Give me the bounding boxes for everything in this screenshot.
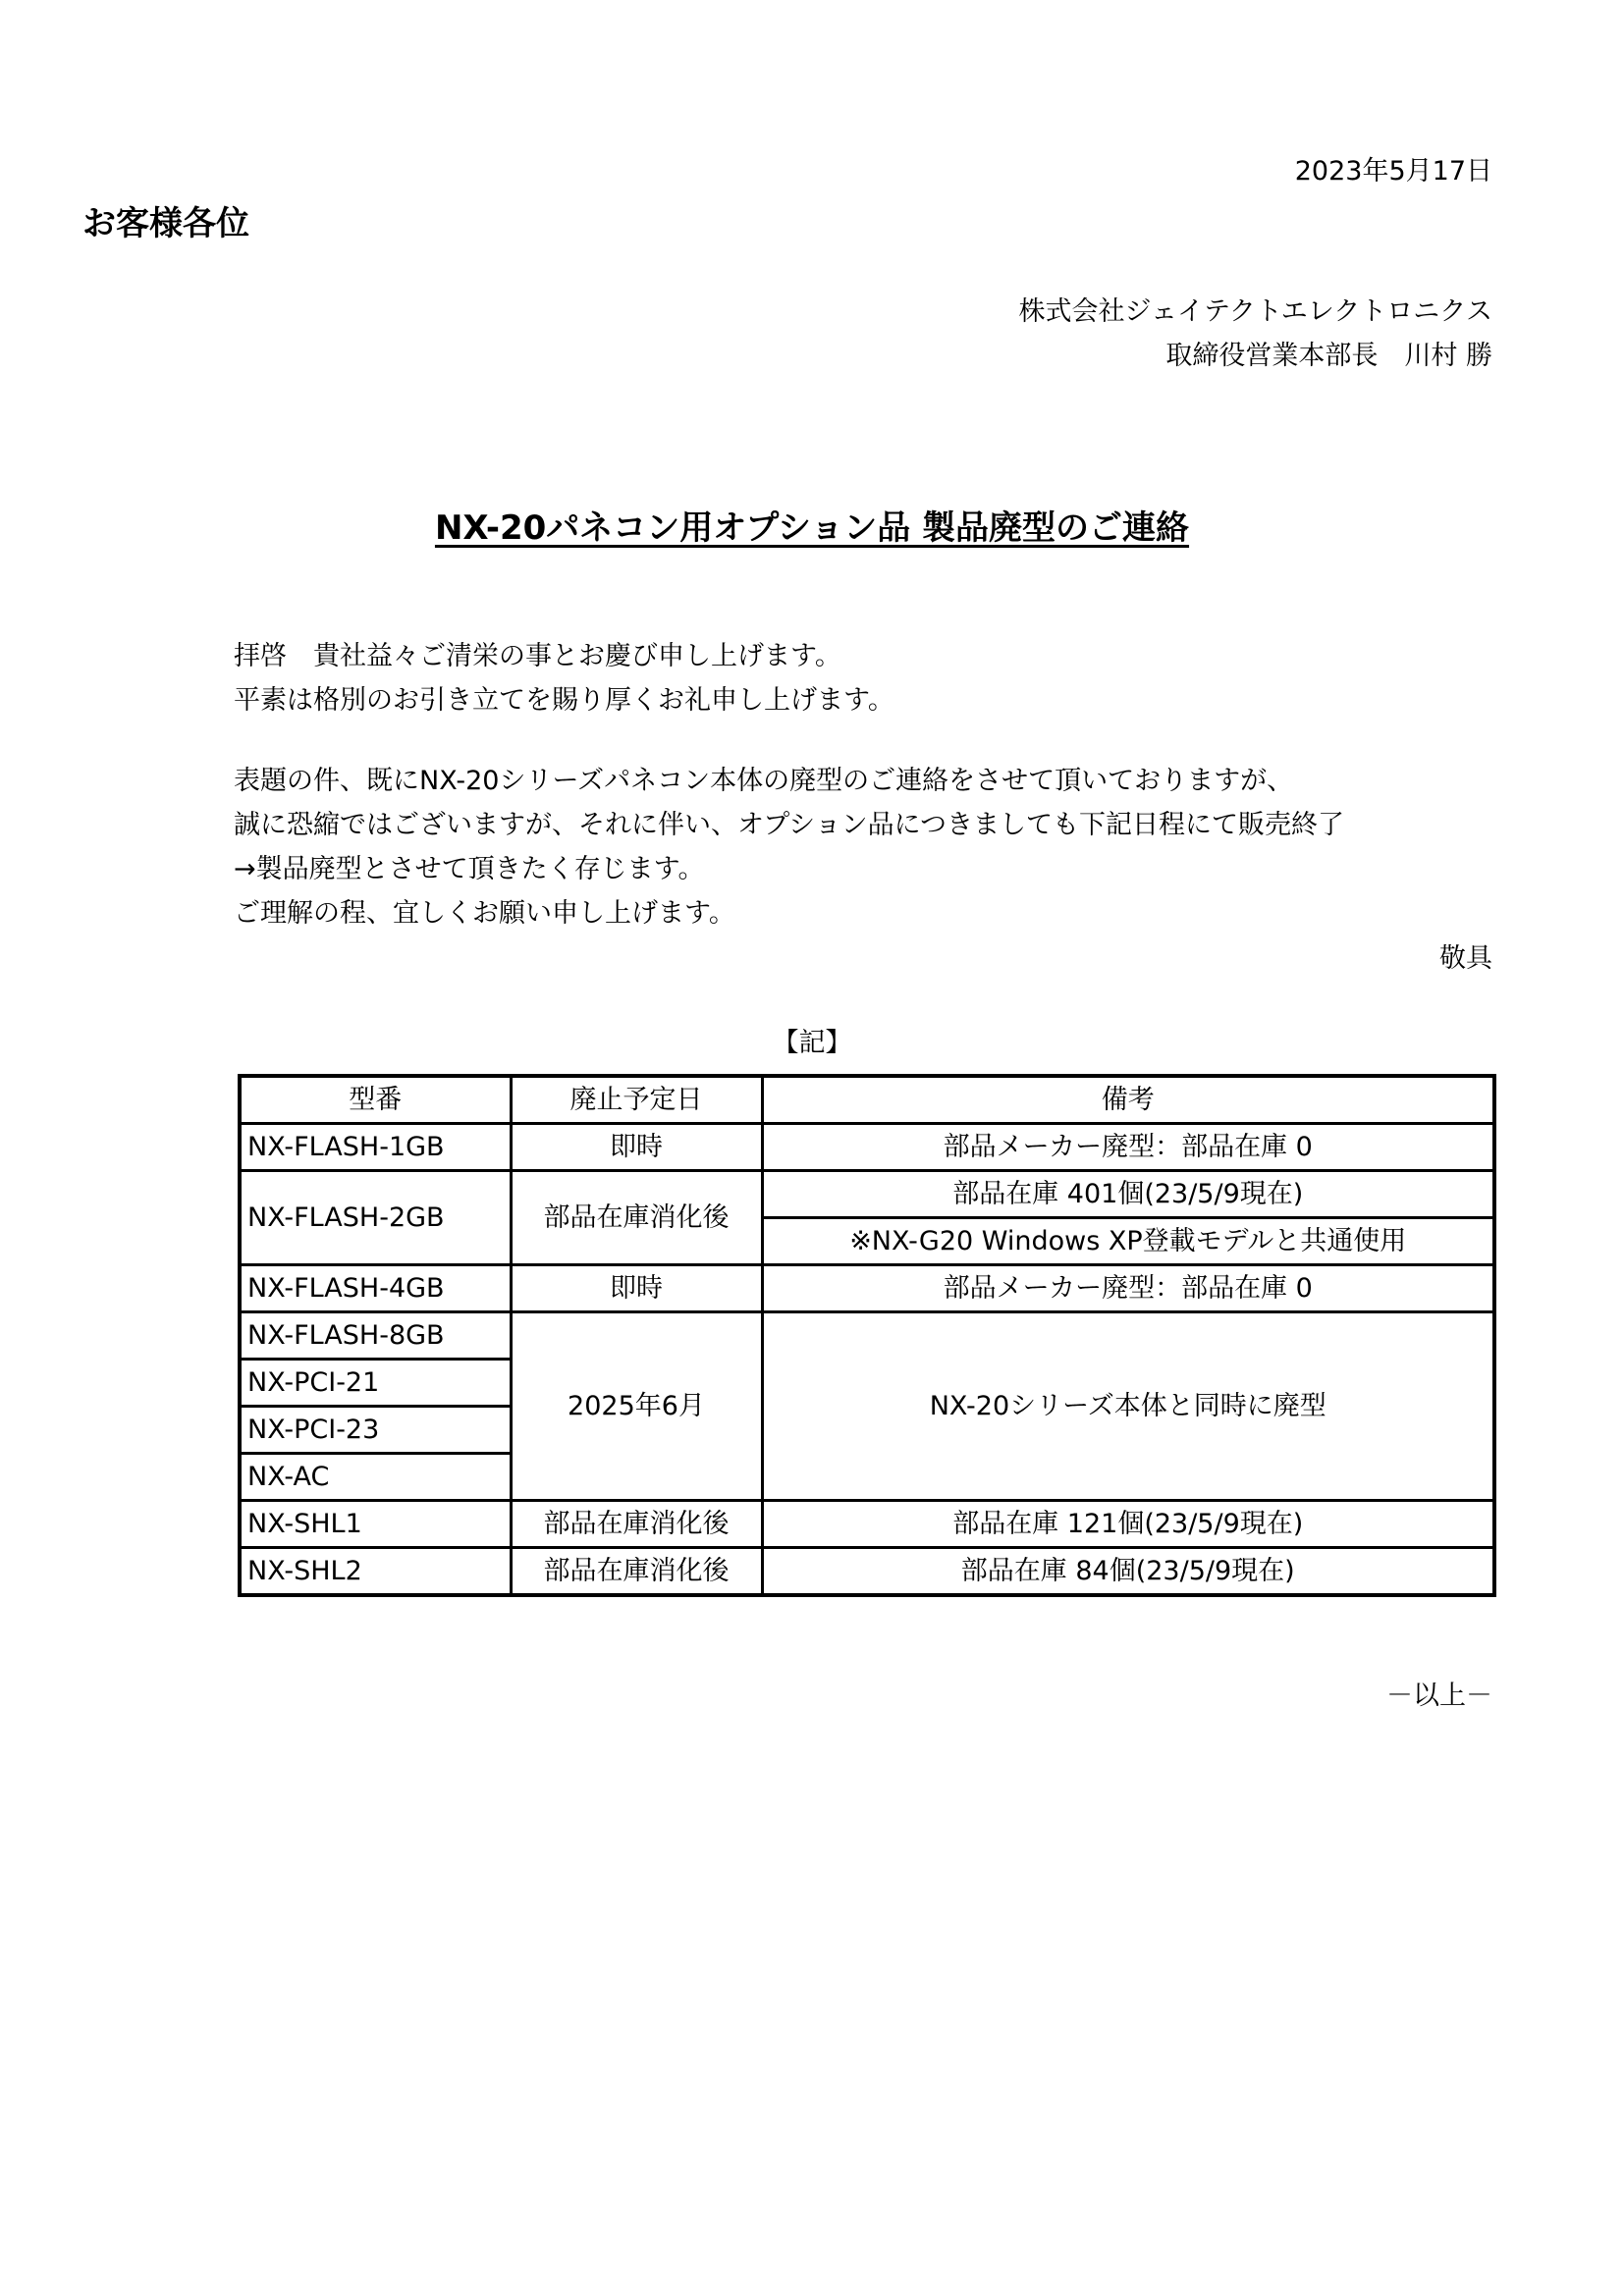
note-cell: 部品在庫 401個(23/5/9現在) xyxy=(762,1171,1494,1218)
model-cell: NX-FLASH-8GB xyxy=(240,1312,511,1360)
discontinuation-table xyxy=(238,1074,1496,1597)
table-row xyxy=(240,1124,1494,1171)
body-line: 表題の件、既にNX-20シリーズパネコン本体の廃型のご連絡をさせて頂いておりますが、 xyxy=(234,766,1294,796)
notice-heading: 【記】 xyxy=(772,1028,852,1058)
date-cell: 即時 xyxy=(511,1124,762,1171)
table-row xyxy=(240,1548,1494,1596)
greeting-paragraph xyxy=(234,634,894,722)
end-mark: －以上－ xyxy=(1386,1681,1492,1711)
date-cell: 部品在庫消化後 xyxy=(511,1548,762,1596)
model-cell: NX-FLASH-4GB xyxy=(240,1265,511,1312)
date-cell: 即時 xyxy=(511,1265,762,1312)
table-row xyxy=(240,1171,1494,1218)
body-line: ご理解の程、宜しくお願い申し上げます。 xyxy=(234,898,735,929)
model-cell: NX-AC xyxy=(240,1454,511,1501)
table-header-row xyxy=(240,1076,1494,1124)
note-cell: ※NX-G20 Windows XP登載モデルと共通使用 xyxy=(762,1218,1494,1265)
closing-word: 敬具 xyxy=(1439,943,1492,974)
model-cell: NX-PCI-21 xyxy=(240,1360,511,1407)
body-paragraph xyxy=(234,759,1344,935)
date-cell: 部品在庫消化後 xyxy=(511,1171,762,1265)
greeting-line: 拝啓 貴社益々ご清栄の事とお慶び申し上げます。 xyxy=(234,641,841,671)
note-cell: 部品在庫 84個(23/5/9現在) xyxy=(762,1548,1494,1596)
model-cell: NX-FLASH-1GB xyxy=(240,1124,511,1171)
note-cell: NX-20シリーズ本体と同時に廃型 xyxy=(762,1312,1494,1501)
model-cell: NX-SHL2 xyxy=(240,1548,511,1596)
model-cell: NX-PCI-23 xyxy=(240,1407,511,1454)
document-date: 2023年5月17日 xyxy=(1294,156,1492,187)
note-cell: 部品メーカー廃型：部品在庫 0 xyxy=(762,1265,1494,1312)
note-cell: 部品メーカー廃型：部品在庫 0 xyxy=(762,1124,1494,1171)
table-row xyxy=(240,1265,1494,1312)
table-row xyxy=(240,1312,1494,1360)
header-note: 備考 xyxy=(762,1076,1494,1124)
note-cell: 部品在庫 121個(23/5/9現在) xyxy=(762,1501,1494,1548)
header-date: 廃止予定日 xyxy=(511,1076,762,1124)
date-cell: 2025年6月 xyxy=(511,1312,762,1501)
table-row xyxy=(240,1501,1494,1548)
date-cell: 部品在庫消化後 xyxy=(511,1501,762,1548)
greeting-line: 平素は格別のお引き立てを賜り厚くお礼申し上げます。 xyxy=(234,685,894,716)
model-cell: NX-FLASH-2GB xyxy=(240,1171,511,1265)
model-cell: NX-SHL1 xyxy=(240,1501,511,1548)
sender-company: 株式会社ジェイテクトエレクトロニクス xyxy=(1018,296,1492,327)
document-title: NX-20パネコン用オプション品 製品廃型のご連絡 xyxy=(434,508,1190,548)
body-line: 誠に恐縮ではございますが、それに伴い、オプション品につきましても下記日程にて販売終了 xyxy=(234,810,1345,840)
header-model: 型番 xyxy=(240,1076,511,1124)
recipient: お客様各位 xyxy=(82,204,249,243)
sender-signer: 取締役営業本部長 川村 勝 xyxy=(1165,341,1492,371)
body-line: →製品廃型とさせて頂きたく存じます。 xyxy=(234,854,705,884)
